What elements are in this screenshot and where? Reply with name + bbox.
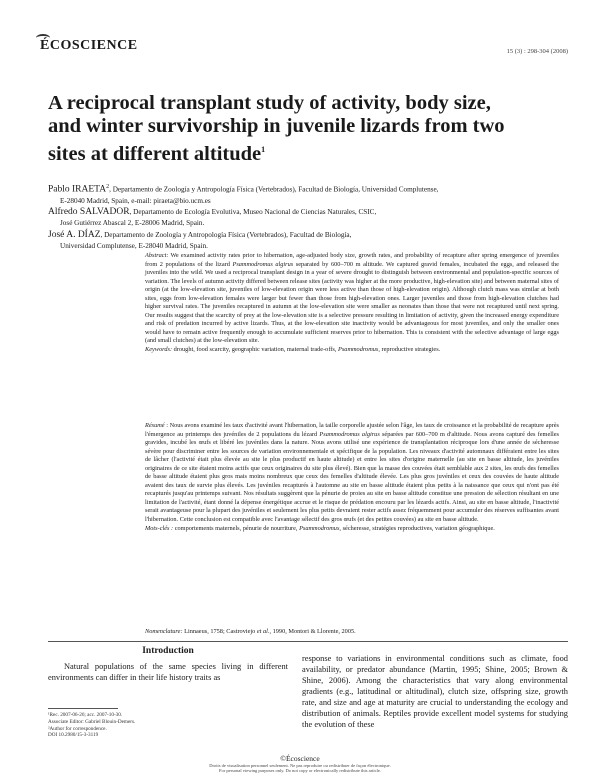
abstract-label: Abstract:: [145, 252, 169, 259]
author-entry: [48, 182, 568, 196]
journal-logo: [34, 34, 142, 58]
introduction-heading: Introduction: [142, 646, 194, 656]
species-name: Psammodromus algirus: [319, 430, 380, 438]
author-affiliation: , Departamento de Zoología y Antropología Física (Vertebrados), Facultad de Biología,: [100, 230, 352, 239]
footer-notice: [0, 763, 600, 773]
mots-cles-text: , sécheresse, stratégies reproductives, variation géographique.: [339, 524, 495, 532]
title-text: A reciprocal transplant study of activity, body size, and winter survivorship in juvenile lizards from two sites at different altitude: [48, 92, 505, 165]
author-entry: [48, 230, 568, 241]
keyword-species: Psammodromus: [299, 524, 340, 532]
intro-column-left: Natural populations of the same species living in different environments can differ in their life history traits as: [48, 662, 288, 682]
resume-body: [145, 422, 559, 525]
nomenclature: [145, 628, 559, 637]
author-sup: 2: [106, 184, 110, 190]
author-affiliation-line2: José Gutiérrez Abascal 2, E-28006 Madrid, Spain.: [60, 219, 205, 228]
nomenclature-etal: et al.: [256, 628, 270, 635]
keyword-species: Psammodromus: [338, 346, 379, 354]
author-name: Alfredo SALVADOR: [48, 206, 130, 217]
mots-cles-label: Mots-clés :: [145, 524, 174, 532]
abstract-text: We examined activity rates prior to hibernation, age-adjusted body size, growth rates, and probability of recapture after spring emergence of juveniles from 2 populations of the lizard: [145, 252, 559, 268]
mots-cles: [145, 525, 559, 534]
author-entry: [48, 207, 568, 218]
species-name: Psammodromus algirus: [232, 260, 294, 268]
resume-text: séparées par 600–700 m d'altitude. Nous avons capturé des femelles gravides, incubé les œufs et libéré les juvéniles dans la nature. Nous avons utilisé une expérience de transplantation réciproque lors d'une année de sécheresse sévère pour discriminer entre les sources de variation environnementale et spécifique de la population. Les niveaux d'activité automnaux différaient entre les sites de lâcher (l'activité était plus élevée au site le plus productif en haute altitude) et entre les sites d'origine maternelle (au site en basse altitude, les juvéniles originaires de ce site étaient moins actifs que ceux originaires du site plus élevé). Bien que la masse des couvées était semblable aux 2 sites, les œufs des femelles de basse altitude étaient plus gros mais moins nombreux que ceux des femelles d'altitude élevée. Les plus gros juvéniles et ceux des couvées de haute altitude avaient des taux de survie plus élevés. Les juvéniles recapturés à l'automne au site en basse altitude étaient plus petits à la naissance que ceux qui n'ont pas été recapturés jusqu'au printemps suivant. Nos résultats suggèrent que la pénurie de proies au site en basse altitude constitue une pression de sélection résultant en une limitation de l'activité, étant donné la dépense énergétique accrue et le risque de prédation encouru par les lézards actifs. Ainsi, au site en basse altitude, l'inactivité serait avantageuse pour la plupart des juvéniles et seulement les plus petits devraient rester actifs assez fréquemment pour accumuler des réserves suffisantes avant l'hibernation. Cette conclusion est compatible avec l'avantage sélectif des gros œufs (et des petites couvées) au site en basse altitude.: [145, 430, 559, 524]
abstract: [145, 252, 559, 355]
intro-column-right: response to variations in environmental conditions such as climate, food availability, or predator abundance (Martin, 1995; Shine, 2005; Brown & Shine, 2006). Among the characteristics that vary along environmental gradients (e.g., latitudinal or altitudinal), clutch size, offspring size, growth rate, and size and age at maturity are crucial to understanding the ecology and distribution of animals. Reptiles provide excellent model systems for studying the evolution of these: [302, 654, 568, 729]
footnote: ²Author for correspondence.: [48, 725, 107, 732]
logo-text: ÉCOSCIENCE: [40, 38, 138, 53]
keywords: [145, 346, 559, 355]
mots-cles-text: comportements maternels, pénurie de nourriture,: [173, 524, 300, 532]
author-name: Pablo IRAETA: [48, 184, 107, 195]
keywords-text: drought, food scarcity, geographic variation, maternal trade-offs,: [172, 346, 338, 354]
footer-copyright: ©Écoscience: [280, 754, 320, 763]
nomenclature-text: Linnaeus, 1758; Castroviejo: [182, 628, 257, 635]
author-list: [48, 182, 568, 252]
abstract-body: [145, 252, 559, 346]
author-name: José A. DÍAZ: [48, 229, 101, 240]
author-affiliation-line2: E-28040 Madrid, Spain, e-mail: piraeta@bio.ucm.es: [60, 196, 211, 205]
footnote: ¹Rec. 2007-06-26; acc. 2007-10-30.: [48, 712, 123, 718]
nomenclature-label: Nomenclature:: [145, 628, 183, 635]
keywords-text: , reproductive strategies.: [378, 346, 441, 354]
keywords-label: Keywords:: [145, 346, 173, 354]
footnote: Associate Editor: Gabriel Blouin-Demers.: [48, 718, 136, 725]
footnote-divider: [48, 708, 118, 709]
resume: [145, 422, 559, 533]
nomenclature-text: , 1990, Montori & Llorente, 2005.: [269, 628, 356, 635]
title-footnote-marker: 1: [261, 145, 266, 154]
resume-label: Résumé: [145, 422, 165, 429]
article-title: [48, 92, 518, 166]
journal-reference: 15 (3) : 298-304 (2008): [506, 48, 568, 55]
footnotes: [48, 712, 288, 739]
author-affiliation-line2: Universidad Complutense, E-28040 Madrid, Spain.: [60, 241, 208, 250]
footnote: DOI 10.2980/15-3-3119: [48, 732, 99, 739]
abstract-text: separated by 600–700 m altitude. We captured gravid females, incubated the eggs, and released the juveniles into the wild. We used a reciprocal transplant design in a year of severe drought to distinguish between environmental and population-specific sources of variation. The levels of autumn activity differed between release sites (activity was higher at the more productive, high-elevation site) and between maternal sites of origin (at the low-elevation site, juveniles of low-elevation origin were less active than those of high-elevation origin). Although clutch mass was similar at both sites, eggs from low-elevation females were larger but fewer than those from high-elevation ones. Larger juveniles and those from high-elevation clutches had higher survival rates. The juveniles recaptured in autumn at the low-elevation site were smaller as neonates than those that were not recaptured until next spring. Our results suggest that the scarcity of prey at the low-elevation site is a selective pressure resulting in limitation of activity, given the increased energy expenditure and risk of predation incurred by active lizards. Thus, at the low-elevation site inactivity would be advantageous for most juveniles, and only the smaller ones would have to remain active frequently enough to accumulate sufficient reserves prior to hibernation. This is consistent with the selective advantage of large eggs (and small clutches) at the low-elevation site.: [145, 260, 559, 345]
author-affiliation: , Departamento de Ecología Evolutiva, Museo Nacional de Ciencias Naturales, CSIC,: [129, 207, 377, 216]
footer-notice-fr: Droits de visualisation personnel seulement. Ne pas reproduire ou redistribuer de façon électronique.: [209, 763, 391, 768]
footer-notice-en: For personal viewing purposes only. Do not copy or electronically redistribute this article.: [219, 768, 381, 773]
resume-text: : Nous avons examiné les taux d'activité avant l'hibernation, la taille corporelle ajustée selon l'âge, les taux de croissance et la probabilité de recapture après l'émergence au printemps des juvéniles de 2 populations du lézard: [145, 422, 559, 438]
section-divider: [48, 641, 568, 642]
author-affiliation: , Departamento de Zoología y Antropología Física (Vertebrados), Facultad de Biología, Universidad Complutense,: [109, 185, 439, 194]
